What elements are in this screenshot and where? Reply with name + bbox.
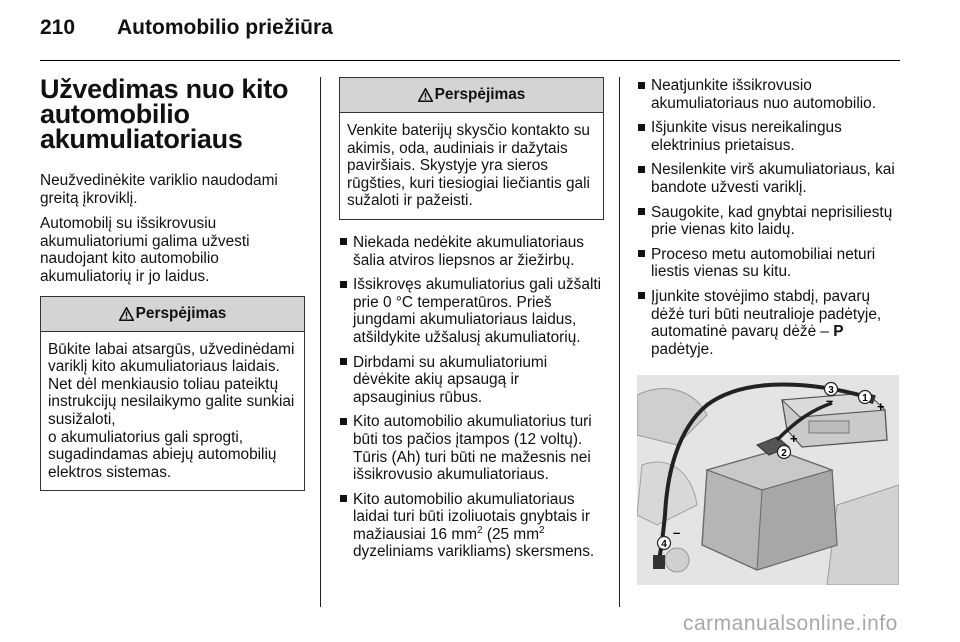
precaution-list-2 — [637, 77, 902, 358]
callout-4: 4 — [661, 539, 667, 551]
list-item: Saugokite, kad gnybtai neprisiliestų prie vienas kito laidų. — [637, 204, 902, 239]
callout-2: 2 — [781, 448, 787, 460]
page-number: 210 — [40, 16, 76, 39]
plus-sign: + — [790, 431, 798, 447]
warning-box-2-title: Perspėjimas — [434, 86, 526, 104]
list-item: Įjunkite stovėjimo stabdį, pavarų dėžė turi būti neutralioje padėtyje, automatinė pavarų dėžė – P padėtyje. — [637, 288, 902, 358]
warning-box-1 — [40, 296, 305, 492]
warning-box-1-title: Perspėjimas — [135, 304, 227, 322]
engine-bay-drawing — [637, 375, 899, 585]
minus-sign: – — [673, 525, 681, 541]
section-heading: Užvedimas nuo kito automobilio akumuliatoriaus — [40, 74, 289, 154]
warning-triangle-icon — [418, 88, 433, 102]
warning-triangle-icon — [119, 307, 134, 321]
column-1 — [40, 74, 305, 503]
minus-sign: – — [826, 393, 834, 409]
callout-1: 1 — [862, 393, 868, 405]
header-rule — [40, 60, 900, 61]
warning-box-2 — [339, 77, 604, 220]
column-divider-1 — [320, 77, 321, 607]
list-item: Kito automobilio akumuliatoriaus laidai turi būti izoliuotais gnybtais ir mažiausiai 16 $mm^2$ (25 $mm^2$ dyzeliniams varikliams) skersmens. — [339, 491, 604, 561]
column-2 — [339, 77, 604, 568]
list-item: Proceso metu automobiliai neturi liestis vienas su kitu. — [637, 246, 902, 281]
warning-box-2-header — [340, 78, 603, 113]
warning-box-1-body: Būkite labai atsargūs, užvedinėdami variklį kito akumuliatoriaus laidais. Net dėl menkiausio toliau pateiktų instrukcijų nesilaikymo galite sunkiai susižaloti, o akumuliatorius gali sprogti, sugadindamas abiejų automobilių elektros sistemas. — [48, 340, 295, 481]
plus-sign: + — [877, 399, 885, 415]
callout-3: 3 — [828, 385, 834, 397]
chapter-title: Automobilio priežiūra — [117, 16, 333, 39]
list-item: Neatjunkite išsikrovusio akumuliatoriaus nuo automobilio. — [637, 77, 902, 112]
intro-paragraph-2: Automobilį su išsikrovusiu akumuliatoriumi galima užvesti naudojant kito automobilio akumuliatorių ir jo laidus. — [40, 215, 250, 285]
watermark: carmanualsonline.info — [683, 612, 898, 635]
warning-box-2-body: Venkite baterijų skysčio kontakto su akimis, oda, audiniais ir dažytais paviršiais. Skystyje yra sieros rūgšties, kuri tiesiogiai liečiantis gali sužaloti ir pažeisti. — [347, 122, 590, 210]
jump-start-illustration — [637, 375, 899, 585]
list-item: Niekada nedėkite akumuliatoriaus šalia atviros liepsnos ar žiežirbų. — [339, 234, 604, 269]
warning-box-1-header — [41, 297, 304, 332]
list-item: Išsikrovęs akumuliatorius gali užšalti prie 0 °C temperatūros. Prieš jungdami akumuliatoriaus laidus, atšildykite užšalusį akumuliatorių. — [339, 276, 604, 346]
precaution-list-1 — [339, 234, 604, 561]
column-3 — [637, 77, 902, 585]
list-item: Nesilenkite virš akumuliatoriaus, kai bandote užvesti variklį. — [637, 161, 902, 196]
column-divider-2 — [619, 77, 620, 607]
intro-paragraph-1: Neužvedinėkite variklio naudodami greitą įkroviklį. — [40, 172, 278, 207]
list-item: Kito automobilio akumuliatorius turi būti tos pačios įtampos (12 voltų). Tūris (Ah) turi būti ne mažesnis nei išsikrovusio akumuliatoriaus. — [339, 413, 604, 483]
list-item: Dirbdami su akumuliatoriumi dėvėkite akių apsaugą ir apsauginius rūbus. — [339, 354, 604, 407]
list-item: Išjunkite visus nereikalingus elektrinius prietaisus. — [637, 119, 902, 154]
